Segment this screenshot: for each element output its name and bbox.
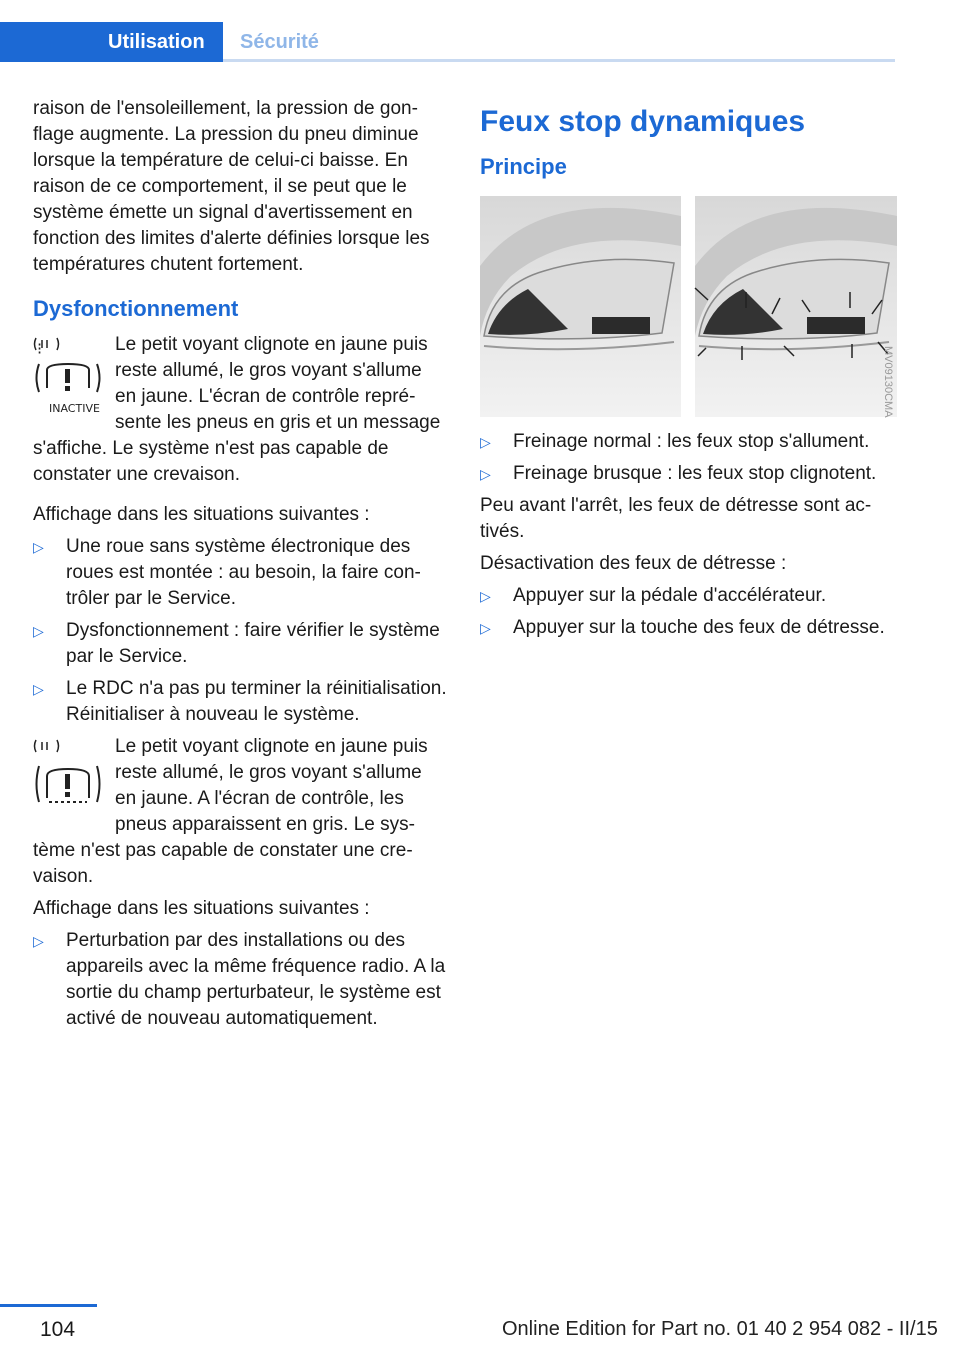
triangle-bullet-icon: ▷ bbox=[480, 620, 491, 636]
warning-paragraph-2: Le petit voyant clignote en jaune puis reste allumé, le gros voyant s'allume en jaune. A l'écran de contrôle, les pneus apparaissent en gris. Le système n'est pas capable de constater une crevaison. bbox=[33, 736, 428, 887]
situations-list-1 bbox=[33, 534, 448, 728]
warning-block-2 bbox=[33, 734, 448, 890]
triangle-bullet-icon: ▷ bbox=[33, 623, 44, 639]
page-number: 104 bbox=[40, 1318, 76, 1341]
triangle-bullet-icon: ▷ bbox=[33, 933, 44, 949]
brake-lights-illustration bbox=[480, 196, 897, 417]
warning-block-1 bbox=[33, 332, 448, 488]
hazard-paragraph: Peu avant l'arrêt, les feux de détresse sont activés. bbox=[480, 495, 872, 542]
list-item: ▷ Freinage normal : les feux stop s'allument. bbox=[480, 429, 900, 455]
list-item: ▷ Appuyer sur la pédale d'accélérateur. bbox=[480, 583, 900, 609]
left-column bbox=[33, 96, 448, 1038]
tab-utilisation[interactable] bbox=[0, 22, 223, 62]
triangle-bullet-icon: ▷ bbox=[33, 539, 44, 555]
list-item: ▷ Le RDC n'a pas pu terminer la réinitialisation. Réinitialiser à nouveau le système. bbox=[33, 678, 447, 725]
edition-note: Online Edition for Part no. 01 40 2 954 082 - II/15 bbox=[502, 1318, 938, 1340]
deactivation-label: Désactivation des feux de détresse : bbox=[480, 553, 787, 574]
situations-list-2 bbox=[33, 928, 448, 1032]
triangle-bullet-icon: ▷ bbox=[480, 434, 491, 450]
section-heading-principe: Principe bbox=[480, 154, 567, 179]
triangle-bullet-icon: ▷ bbox=[33, 681, 44, 697]
list-item: ▷ Freinage brusque : les feux stop clignotent. bbox=[480, 461, 900, 487]
footer-rule bbox=[0, 1304, 97, 1307]
tab-securite[interactable]: Sécurité bbox=[240, 31, 319, 53]
intro-paragraph: raison de l'ensoleillement, la pression de gonflage augmente. La pression du pneu diminue lorsque la température de celui-ci baisse. En raison de ce comportement, il se peut que le système émette un signal d'avertissement en fonction des limites d'alerte définies lorsque les températures chutent fortement. bbox=[33, 98, 430, 275]
chapter-tabs bbox=[0, 22, 895, 62]
svg-text:⁝: ⁝ bbox=[37, 339, 43, 358]
list-item: ▷ Perturbation par des installations ou des appareils avec la même fréquence radio. A la sortie du champ perturbateur, le système est activé de nouveau automatiquement. bbox=[33, 930, 446, 1029]
triangle-bullet-icon: ▷ bbox=[480, 466, 491, 482]
list-item: ▷ Une roue sans système électronique des roues est montée : au besoin, la faire contrôler par le Service. bbox=[33, 536, 421, 609]
list-item: ▷ Dysfonctionnement : faire vérifier le système par le Service. bbox=[33, 620, 440, 667]
affichage-label-1: Affichage dans les situations suivantes : bbox=[33, 504, 370, 525]
triangle-bullet-icon: ▷ bbox=[480, 588, 491, 604]
braking-list bbox=[480, 429, 900, 487]
affichage-label-2: Affichage dans les situations suivantes : bbox=[33, 898, 370, 919]
tire-pressure-warning-icon bbox=[31, 332, 113, 432]
section-heading-dysfonctionnement: Dysfonctionnement bbox=[33, 296, 239, 321]
page-title: Feux stop dynamiques bbox=[480, 105, 806, 138]
warning-paragraph-1: Le petit voyant clignote en jaune puis reste allumé, le gros voyant s'allume en jaune. L'écran de contrôle représente les pneus en gris et un message s'affiche. Le système n'est pas capable de constater une crevaison. bbox=[33, 334, 441, 485]
tab-utilisation-label: Utilisation bbox=[108, 31, 205, 53]
list-item: ▷ Appuyer sur la touche des feux de détresse. bbox=[480, 615, 900, 641]
right-column bbox=[480, 96, 900, 647]
deactivation-list bbox=[480, 583, 900, 641]
image-code: MV09130CMA bbox=[882, 346, 894, 418]
tab-divider bbox=[223, 59, 895, 62]
svg-text:INACTIVE: INACTIVE bbox=[49, 402, 100, 415]
tire-pressure-warning-icon bbox=[31, 734, 113, 834]
